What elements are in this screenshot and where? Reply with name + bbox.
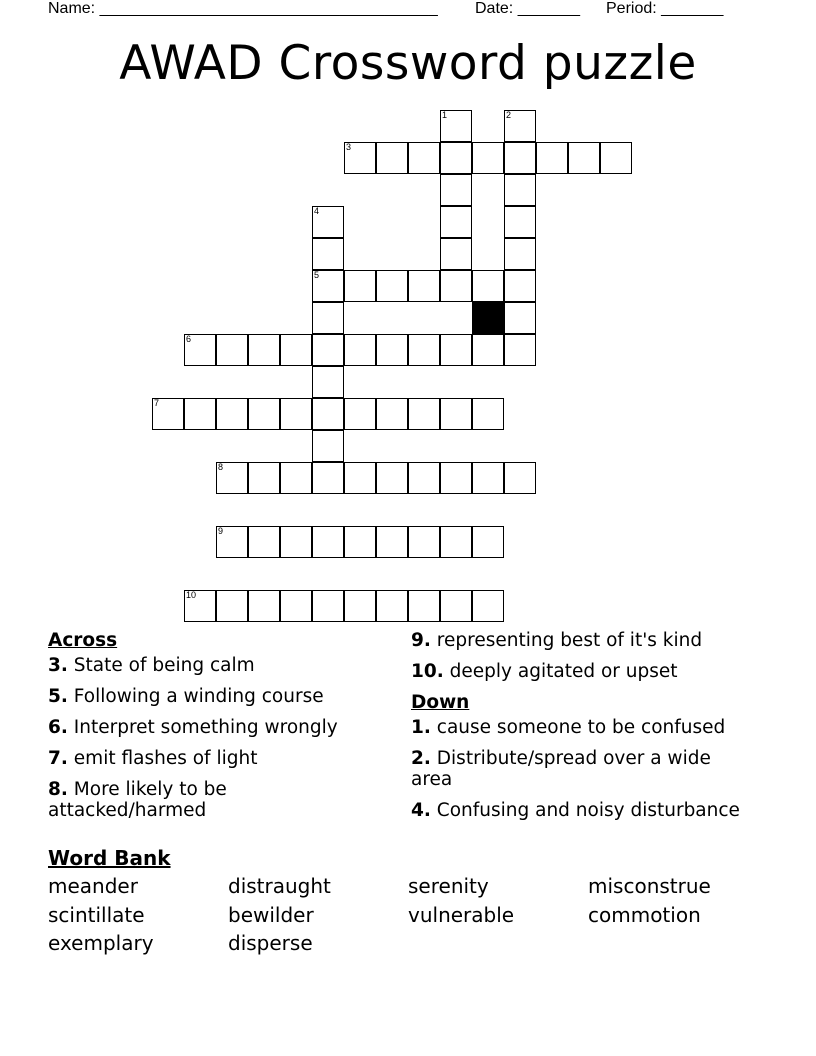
grid-cell[interactable]: [376, 398, 408, 430]
grid-cell[interactable]: [344, 142, 376, 174]
grid-cell[interactable]: [408, 526, 440, 558]
grid-cell[interactable]: [408, 334, 440, 366]
grid-clue-number: 8: [218, 462, 224, 472]
clue-across-6: 6. Interpret something wrongly: [48, 717, 338, 738]
grid-cell[interactable]: [408, 270, 440, 302]
word-bank-item: scintillate: [48, 903, 145, 927]
grid-cell[interactable]: [504, 238, 536, 270]
grid-cell[interactable]: [216, 462, 248, 494]
word-bank-item: serenity: [408, 874, 489, 898]
grid-cell[interactable]: [312, 366, 344, 398]
grid-clue-number: 2: [506, 110, 512, 120]
grid-cell[interactable]: [312, 206, 344, 238]
grid-clue-number: 3: [346, 142, 352, 152]
grid-cell[interactable]: [184, 590, 216, 622]
word-bank-item: meander: [48, 874, 138, 898]
grid-cell[interactable]: [312, 526, 344, 558]
grid-cell[interactable]: [504, 110, 536, 142]
grid-cell[interactable]: [376, 462, 408, 494]
grid-cell[interactable]: [344, 334, 376, 366]
grid-cell[interactable]: [504, 206, 536, 238]
grid-cell[interactable]: [344, 462, 376, 494]
clue-across-8: 8. More likely to be attacked/harmed: [48, 779, 227, 821]
grid-clue-number: 6: [186, 334, 192, 344]
grid-cell[interactable]: [216, 526, 248, 558]
name-field-label: Name: ______________________________________: [48, 0, 438, 17]
grid-cell[interactable]: [376, 334, 408, 366]
grid-cell[interactable]: [568, 142, 600, 174]
grid-cell[interactable]: [344, 270, 376, 302]
grid-cell[interactable]: [376, 270, 408, 302]
word-bank-item: commotion: [588, 903, 701, 927]
grid-cell[interactable]: [280, 462, 312, 494]
grid-cell[interactable]: [280, 398, 312, 430]
grid-cell[interactable]: [504, 334, 536, 366]
grid-cell[interactable]: [408, 142, 440, 174]
word-bank-item: misconstrue: [588, 874, 711, 898]
grid-cell[interactable]: [440, 590, 472, 622]
grid-cell[interactable]: [440, 110, 472, 142]
grid-cell[interactable]: [248, 590, 280, 622]
grid-cell[interactable]: [504, 462, 536, 494]
grid-cell[interactable]: [440, 462, 472, 494]
grid-cell[interactable]: [440, 206, 472, 238]
grid-cell[interactable]: [344, 526, 376, 558]
word-bank-item: disperse: [228, 931, 313, 955]
grid-cell[interactable]: [248, 526, 280, 558]
grid-cell[interactable]: [280, 334, 312, 366]
grid-cell[interactable]: [408, 590, 440, 622]
grid-cell[interactable]: [312, 462, 344, 494]
grid-clue-number: 7: [154, 398, 160, 408]
clue-across-5: 5. Following a winding course: [48, 686, 324, 707]
grid-cell[interactable]: [440, 174, 472, 206]
down-heading: Down: [411, 692, 470, 713]
grid-cell[interactable]: [280, 590, 312, 622]
grid-cell[interactable]: [312, 398, 344, 430]
date-field-label: Date: _______: [475, 0, 580, 17]
clues-left-column: [48, 630, 378, 821]
grid-cell-blocked: [472, 302, 504, 334]
grid-cell[interactable]: [312, 430, 344, 462]
grid-cell[interactable]: [344, 590, 376, 622]
word-bank-item: bewilder: [228, 903, 314, 927]
word-bank-item: distraught: [228, 874, 331, 898]
grid-cell[interactable]: [600, 142, 632, 174]
grid-cell[interactable]: [472, 334, 504, 366]
grid-cell[interactable]: [376, 526, 408, 558]
grid-cell[interactable]: [376, 590, 408, 622]
clue-across-7: 7. emit flashes of light: [48, 748, 258, 769]
clue-down-4: 4. Confusing and noisy disturbance: [411, 800, 740, 821]
grid-cell[interactable]: [312, 334, 344, 366]
grid-cell[interactable]: [408, 398, 440, 430]
grid-cell[interactable]: [504, 174, 536, 206]
grid-clue-number: 4: [314, 206, 320, 216]
grid-cell[interactable]: [216, 334, 248, 366]
grid-cell[interactable]: [376, 142, 408, 174]
grid-cell[interactable]: [472, 270, 504, 302]
grid-cell[interactable]: [472, 462, 504, 494]
grid-cell[interactable]: [440, 334, 472, 366]
grid-cell[interactable]: [184, 334, 216, 366]
across-heading: Across: [48, 630, 118, 651]
grid-cell[interactable]: [216, 590, 248, 622]
grid-cell[interactable]: [184, 398, 216, 430]
word-bank-title: Word Bank: [48, 846, 171, 870]
grid-cell[interactable]: [440, 526, 472, 558]
grid-cell[interactable]: [152, 398, 184, 430]
grid-cell[interactable]: [248, 462, 280, 494]
clue-across-10: 10. deeply agitated or upset: [411, 661, 678, 682]
grid-cell[interactable]: [248, 334, 280, 366]
grid-cell[interactable]: [536, 142, 568, 174]
grid-clue-number: 5: [314, 270, 320, 280]
grid-cell[interactable]: [344, 398, 376, 430]
grid-cell[interactable]: [216, 398, 248, 430]
grid-cell[interactable]: [312, 270, 344, 302]
grid-cell[interactable]: [312, 302, 344, 334]
grid-cell[interactable]: [440, 238, 472, 270]
page-title: AWAD Crossword puzzle: [119, 36, 697, 91]
period-field-label: Period: _______: [606, 0, 724, 17]
grid-cell[interactable]: [504, 302, 536, 334]
grid-cell[interactable]: [504, 270, 536, 302]
grid-cell[interactable]: [408, 462, 440, 494]
clue-down-2: 2. Distribute/spread over a wide area: [411, 748, 711, 790]
grid-cell[interactable]: [504, 142, 536, 174]
grid-cell[interactable]: [472, 590, 504, 622]
grid-cell[interactable]: [280, 526, 312, 558]
clue-across-9: 9. representing best of it's kind: [411, 630, 703, 651]
grid-cell[interactable]: [312, 590, 344, 622]
grid-clue-number: 1: [442, 110, 448, 120]
grid-cell[interactable]: [312, 238, 344, 270]
grid-cell[interactable]: [472, 398, 504, 430]
grid-cell[interactable]: [440, 270, 472, 302]
word-bank-item: exemplary: [48, 931, 154, 955]
grid-cell[interactable]: [472, 142, 504, 174]
grid-clue-number: 10: [186, 590, 197, 600]
clues-right-column: [411, 630, 756, 821]
grid-cell[interactable]: [440, 398, 472, 430]
word-bank-item: vulnerable: [408, 903, 515, 927]
grid-cell[interactable]: [440, 142, 472, 174]
grid-clue-number: 9: [218, 526, 224, 536]
clue-down-1: 1. cause someone to be confused: [411, 717, 726, 738]
clue-across-3: 3. State of being calm: [48, 655, 255, 676]
grid-cell[interactable]: [472, 526, 504, 558]
grid-cell[interactable]: [248, 398, 280, 430]
